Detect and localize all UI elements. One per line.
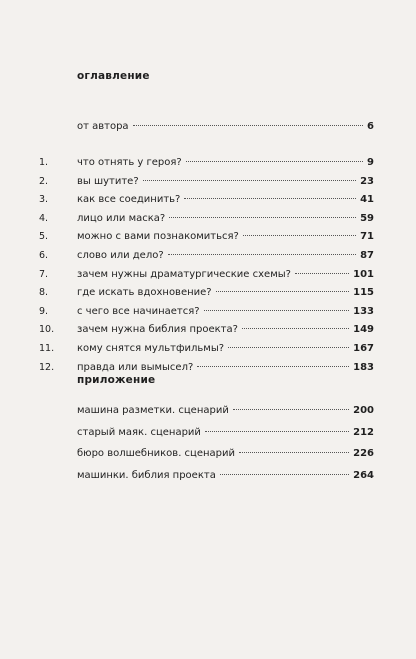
dot-leader bbox=[184, 198, 356, 199]
toc-entry-title: зачем нужна библия проекта? bbox=[77, 324, 238, 336]
toc-entry bbox=[39, 287, 374, 303]
dot-leader bbox=[168, 254, 356, 255]
toc-entry bbox=[39, 175, 374, 192]
toc-entry-title: где искать вдохновение? bbox=[77, 287, 212, 299]
toc-entry-title: кому снятся мультфильмы? bbox=[77, 343, 225, 354]
toc-entry-number: 10. bbox=[39, 324, 55, 336]
toc-entry-number: 1. bbox=[39, 157, 49, 168]
dot-leader bbox=[233, 409, 349, 410]
toc-entry-title: от автора bbox=[77, 121, 129, 132]
toc-entry-page: 41 bbox=[360, 194, 374, 206]
toc-entry-title: зачем нужны драматургические схемы? bbox=[77, 268, 291, 280]
toc-entry-number: 9. bbox=[39, 305, 49, 317]
dot-leader bbox=[228, 347, 349, 348]
toc-entry-page: 6 bbox=[367, 121, 374, 132]
toc-entry-page: 59 bbox=[360, 212, 374, 224]
toc-entry-number: 7. bbox=[39, 268, 49, 280]
toc-entry-page: 183 bbox=[353, 361, 374, 373]
dot-leader bbox=[143, 180, 356, 181]
toc-entry-page: 23 bbox=[360, 175, 374, 187]
dot-leader bbox=[239, 452, 349, 453]
dot-leader bbox=[204, 310, 350, 311]
appendix-entry-page: 226 bbox=[353, 448, 374, 459]
appendix-entry-title: машина разметки. сценарий bbox=[77, 405, 229, 416]
toc-entry bbox=[39, 157, 374, 173]
toc-entry-title: с чего все начинается? bbox=[77, 305, 200, 317]
appendix-entry bbox=[77, 448, 374, 464]
toc-entry-page: 167 bbox=[353, 343, 374, 354]
toc-entry-page: 71 bbox=[360, 231, 374, 243]
toc-entry-number: 3. bbox=[39, 194, 49, 206]
toc-entry-title: лицо или маска? bbox=[77, 212, 166, 224]
dot-leader bbox=[243, 235, 356, 236]
dot-leader bbox=[186, 161, 363, 162]
toc-entry-title: правда или вымысел? bbox=[77, 361, 194, 373]
toc-entry-page: 115 bbox=[353, 287, 374, 299]
toc-entry-author bbox=[77, 121, 374, 137]
toc-entry-page: 133 bbox=[353, 305, 374, 317]
toc-entry bbox=[39, 194, 374, 210]
toc-entry-title: можно с вами познакомиться? bbox=[77, 231, 239, 243]
toc-entry bbox=[39, 268, 374, 285]
toc-entry-title: как все соединить? bbox=[77, 194, 181, 206]
appendix-entry-page: 200 bbox=[353, 405, 374, 416]
toc-entry-number: 12. bbox=[39, 361, 55, 373]
dot-leader bbox=[169, 217, 356, 218]
dot-leader bbox=[216, 291, 350, 292]
toc-entry bbox=[39, 305, 374, 322]
toc-entry-number: 2. bbox=[39, 175, 49, 187]
toc-entry bbox=[39, 343, 374, 359]
toc-entry bbox=[39, 212, 374, 229]
appendix-entry bbox=[77, 470, 374, 486]
appendix-entry-title: машинки. библия проекта bbox=[77, 469, 216, 481]
toc-entry-page: 9 bbox=[367, 157, 374, 168]
contents-heading: оглавление bbox=[77, 70, 150, 82]
dot-leader bbox=[133, 125, 363, 126]
appendix-entry-title: старый маяк. сценарий bbox=[77, 426, 201, 438]
toc-entry-page: 101 bbox=[353, 268, 374, 280]
dot-leader bbox=[295, 273, 349, 274]
toc-entry-page: 87 bbox=[360, 250, 374, 261]
appendix-entry-title: бюро волшебников. сценарий bbox=[77, 448, 236, 459]
toc-entry-number: 8. bbox=[39, 287, 49, 299]
toc-entry bbox=[39, 250, 374, 266]
toc-entry-title: вы шутите? bbox=[77, 175, 139, 187]
dot-leader bbox=[242, 328, 349, 329]
toc-entry bbox=[39, 231, 374, 247]
toc-entry-title: слово или дело? bbox=[77, 250, 164, 261]
dot-leader bbox=[205, 431, 349, 432]
toc-entry-number: 6. bbox=[39, 250, 49, 261]
dot-leader bbox=[220, 474, 349, 475]
toc-entry-number: 5. bbox=[39, 231, 49, 243]
toc-entry-number: 11. bbox=[39, 343, 55, 354]
appendix-entry-page: 212 bbox=[353, 426, 374, 438]
appendix-entry bbox=[77, 405, 374, 421]
toc-entry bbox=[39, 324, 374, 340]
appendix-heading: приложение bbox=[77, 374, 156, 386]
appendix-entry-page: 264 bbox=[353, 469, 374, 481]
appendix-entry bbox=[77, 427, 374, 443]
dot-leader bbox=[197, 366, 349, 367]
toc-entry-title: что отнять у героя? bbox=[77, 157, 182, 168]
toc-entry-number: 4. bbox=[39, 212, 49, 224]
toc-entry-page: 149 bbox=[353, 324, 374, 336]
